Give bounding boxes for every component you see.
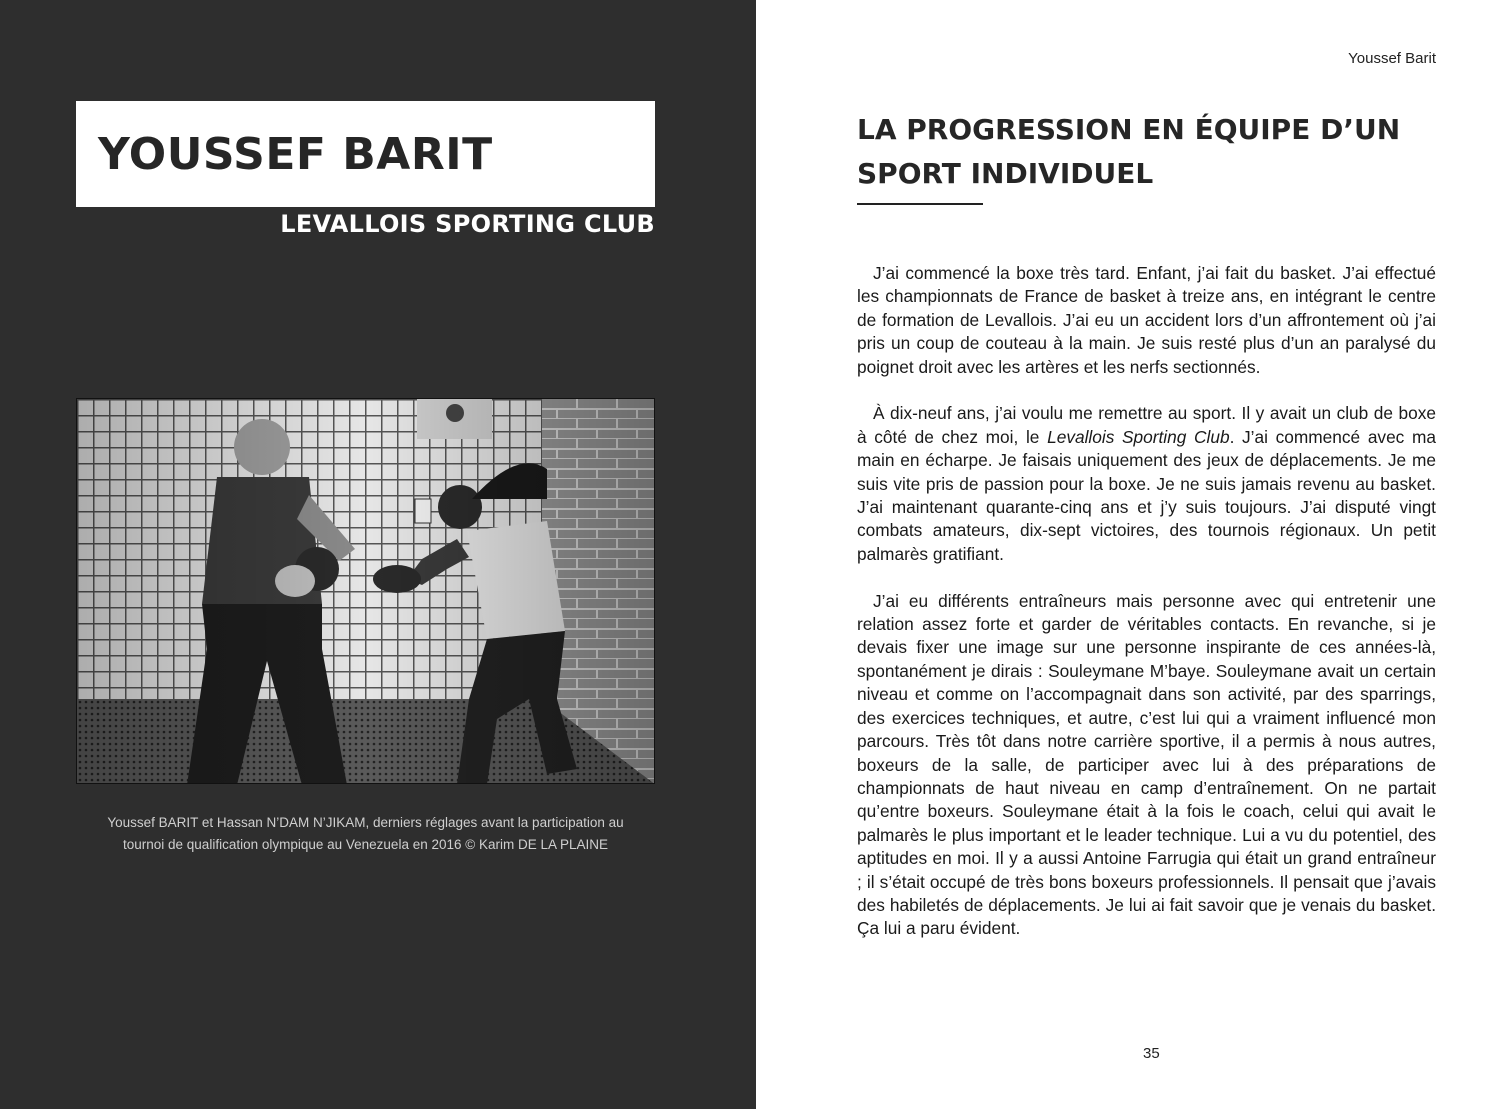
athlete-name: YOUSSEF BARIT (98, 129, 493, 180)
body-text (857, 262, 1436, 941)
chapter-title: LA PROGRESSION EN ÉQUIPE D’UN SPORT INDIVIDUEL (857, 113, 1401, 190)
paragraph-2-part-2: . J’ai commencé avec ma main en écharpe. Je faisais uniquement des jeux de déplacements. Je me suis vite pris de passion pour la boxe. (857, 426, 1436, 494)
caption-line-1: Youssef BARIT et Hassan N’DAM N’JIKAM, derniers réglages avant la participation au (107, 815, 624, 830)
title-underline (857, 203, 983, 205)
running-head: Youssef Barit (1348, 50, 1436, 67)
boxing-training-photo (76, 398, 655, 784)
photo-caption (76, 812, 655, 856)
club-name-italic: Levallois Sporting Club (1047, 426, 1230, 447)
paragraph-3: J’ai eu différents entraîneurs mais personne avec qui entretenir une relation assez forte et garder de véritables contacts. En revanche, si je devais fixer une image sur une personne inspirante de ces années-là, spontanément je dirais : Souleymane M’baye. Souleymane avait un certain niveau et comme on l’accompagnait dans son activité, par des sparrings, des exercices techniques, et autre, c’est lui qui a vraiment influencé mon parcours. Très tôt dans notre carrière sportive, il a permis à nous autres, boxeurs de la salle, de participer avec lui à des préparations de championnats de haut niveau en camp d’entraînement. On ne partait qu’entre boxeurs. Souleymane était à la fois le coach, celui qui avait le palmarès le plus important et le leader technique. Lui a vu du potentiel, des aptitudes en moi. Il y a aussi Antoine Farrugia qui était un grand entraîneur ; il s’était occupé de très bons boxeurs professionnels. Il pensait que j’avais des habiletés de déplacements. Je lui ai fait savoir que je venais du basket. Ça lui a paru évident. (857, 590, 1436, 939)
paragraph-2-part-1: À dix-neuf ans, j’ai voulu me remettre au sport. Il y avait un club de boxe à côté de chez moi, le (857, 403, 1436, 447)
name-banner (76, 101, 655, 207)
caption-line-2: tournoi de qualification olympique au Venezuela en 2016 © Karim DE LA PLAINE (123, 837, 608, 852)
paragraph-1: J’ai commencé la boxe très tard. Enfant, j’ai fait du basket. J’ai effectué les championnats de France de basket à treize ans, en intégrant le centre de formation de Levallois. J’ai eu un accident lors d’un affrontement où j’ai pris un coup de couteau à la main. Je suis resté plus d’un an paralysé du poignet droit avec les artères et les nerfs sectionnés. (857, 263, 1436, 377)
paragraph-2-part-3: Je ne suis jamais revenu au basket. J’ai maintenant quarante-cinq ans et j’y suis toujours. J’ai disputé vingt combats amateurs, dix-sept victoires, des tournois régionaux. Un petit palmarès gratifiant. (857, 473, 1436, 564)
paragraph-2 (857, 402, 1436, 566)
club-name: LEVALLOIS SPORTING CLUB (280, 210, 655, 238)
page-number: 35 (1143, 1045, 1160, 1062)
